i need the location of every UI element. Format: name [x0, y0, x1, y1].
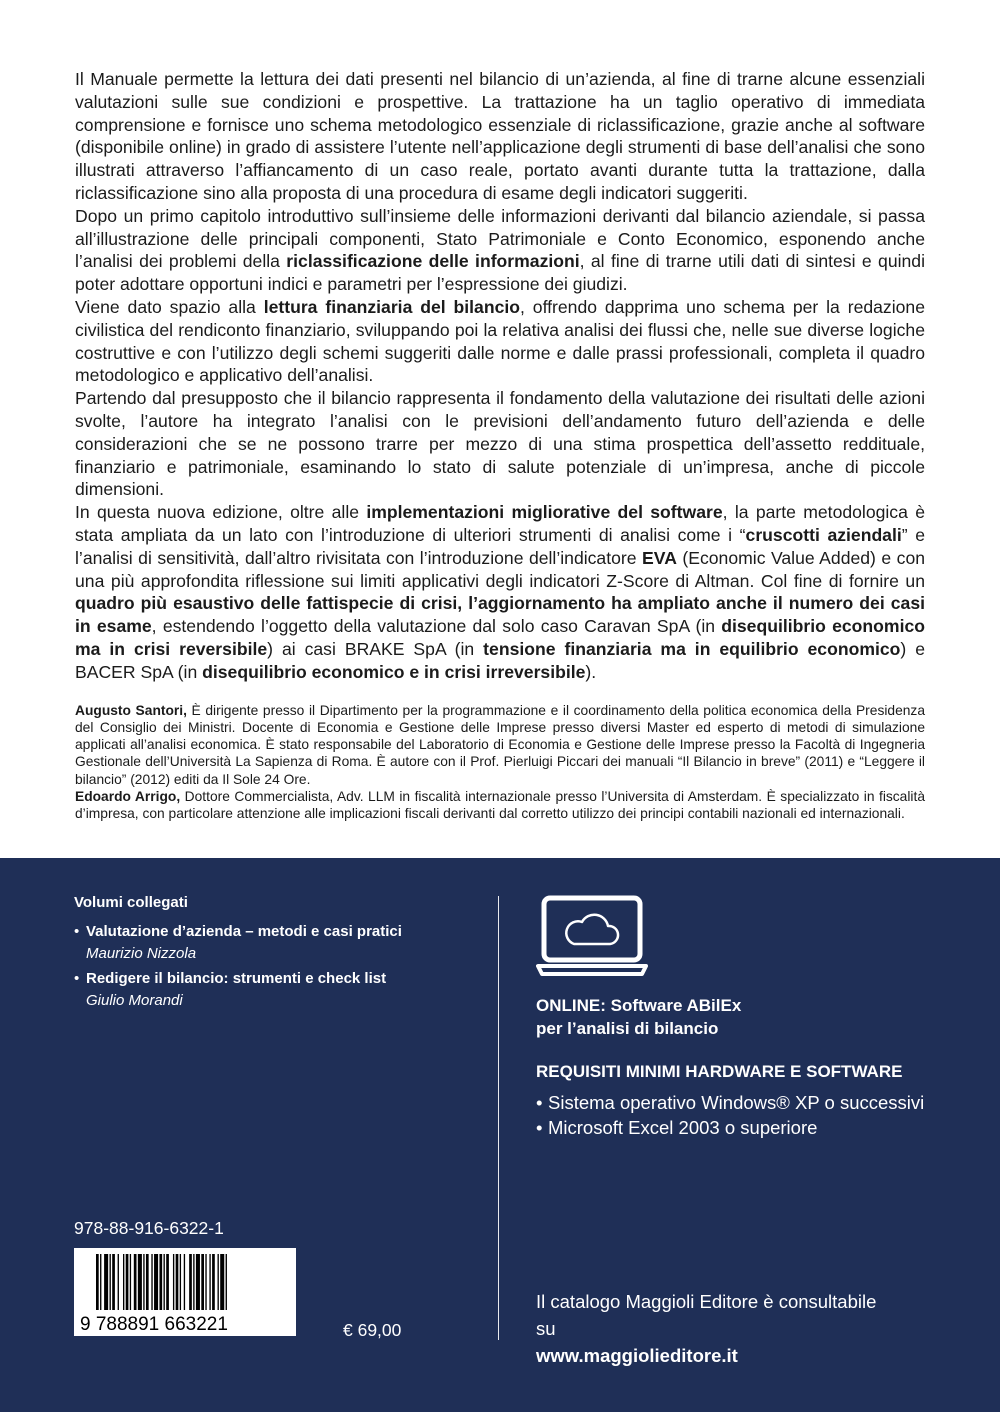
description-paragraph: Partendo dal presupposto che il bilancio rappresenta il fondamento della valutazione dei risultati delle azioni svolte, l’autore ha integrato l’analisi con le previsioni dell’andamento futuro dell’azienda e delle considerazioni che se ne possono trarre per mezzo di una stima prospettica dell’assetto reddituale, finanziario e patrimoniale, esaminando lo stato di salute potenziale di un’impresa, anche di piccole dimensioni.: [75, 388, 925, 500]
barcode-bar: [164, 1254, 165, 1310]
text-run: ) ai casi BRAKE SpA (in: [267, 638, 484, 659]
bold-text-run: riclassificazione delle informazioni: [286, 251, 580, 272]
text-run: Viene dato spazio alla: [75, 296, 264, 317]
barcode-bar: [118, 1254, 119, 1310]
text-run: ) e BACER SpA (in: [75, 638, 925, 682]
online-line: ONLINE: Software ABilEx: [536, 996, 742, 1015]
catalog-line: Il catalogo Maggioli Editore è consultabile: [536, 1291, 877, 1312]
online-line: per l’analisi di bilancio: [536, 1019, 719, 1038]
barcode-bar: [151, 1254, 152, 1310]
author-bio-text: Dottore Commercialista, Adv. LLM in fiscalità internazionale presso l’Universita di Amsterdam. È specializzato in fiscalità d’impresa, con particolare attenzione alle implicazioni fiscali derivanti dal corretto utilizzo dei principi contabili nazionali ed internazionali.: [75, 789, 925, 822]
barcode-bar: [159, 1254, 162, 1310]
barcode-bar: [112, 1254, 115, 1310]
author-name: Augusto Santori,: [75, 702, 187, 718]
bold-text-run: quadro più esaustivo delle fattispecie di crisi, l’aggiornamento ha ampliato anche il numero dei casi in esame: [75, 593, 925, 637]
text-run: , al fine di trarne utili dati di sintesi e quindi poter adottare opportuni indici e parametri per l’espressione dei giudizi.: [75, 251, 925, 295]
bold-text-run: implementazioni migliorative del software: [366, 502, 723, 523]
barcode-bar: [154, 1254, 158, 1310]
barcode-bar: [180, 1254, 181, 1310]
related-volumes-list: [74, 921, 454, 1012]
description-paragraph: [75, 296, 925, 387]
barcode-bar: [176, 1254, 179, 1310]
back-cover-text: [75, 68, 925, 823]
related-volume-item: [74, 921, 454, 965]
author-bio: [75, 788, 925, 823]
barcode-bar: [143, 1254, 144, 1310]
barcode-bar: [212, 1254, 215, 1310]
isbn: 978-88-916-6322-1: [74, 1218, 224, 1238]
barcode-bar: [166, 1254, 169, 1310]
catalog-info: [536, 1288, 876, 1369]
author-bio: [75, 702, 925, 788]
barcode-bar: [110, 1254, 111, 1310]
text-run: , estendendo l’oggetto della valutazione dal solo caso Caravan SpA (in: [151, 616, 722, 637]
related-volumes: [74, 892, 454, 1015]
barcode-bar: [134, 1254, 137, 1310]
bold-text-run: disequilibrio economico e in crisi irreversibile: [202, 661, 586, 682]
info-band: [0, 858, 1000, 1412]
barcode-bar: [220, 1254, 224, 1310]
barcode-bar: [205, 1254, 206, 1310]
bold-text-run: tensione finanziaria ma in equilibrio economico: [483, 638, 901, 659]
barcode-bar: [226, 1254, 227, 1310]
barcode-bar: [146, 1254, 149, 1310]
text-run: ).: [585, 661, 597, 682]
requirement-item: • Sistema operativo Windows® XP o successivi: [536, 1090, 924, 1115]
requirements-title: REQUISITI MINIMI HARDWARE E SOFTWARE: [536, 1062, 903, 1081]
bold-text-run: lettura finanziaria del bilancio: [263, 296, 521, 317]
related-volume-title: • Valutazione d’azienda – metodi e casi pratici: [86, 923, 402, 940]
barcode-bar: [130, 1254, 131, 1310]
related-volume-title: • Redigere il bilancio: strumenti e check list: [86, 970, 387, 987]
barcode-bar: [184, 1254, 185, 1310]
description-paragraph: Il Manuale permette la lettura dei dati presenti nel bilancio di un’azienda, al fine di trarne alcune essenziali valutazioni sulle sue condizioni e prospettive. La trattazione ha un taglio operativo di immediata comprensione e fornisce uno schema metodologico essenziale di riclassificazione, grazie anche al software (disponibile online) in grado di assistere l’utente nell’applicazione degli strumenti di base dell’analisi che sono illustrati attraverso l’affiancamento di un caso reale, portato avanti durante tutta la trattazione, dalla riclassificazione sino alla proposta di una procedura di esame degli indicatori suggeriti.: [75, 69, 925, 203]
online-software-label: [536, 994, 741, 1040]
bold-text-run: disequilibrio economico ma in crisi reversibile: [75, 616, 925, 659]
barcode-bar: [209, 1254, 210, 1310]
related-volume-author: Maurizio Nizzola: [86, 945, 197, 962]
requirements-list: [536, 1090, 924, 1140]
barcode-bar: [193, 1254, 194, 1310]
catalog-prefix: su: [536, 1318, 556, 1339]
barcode-bar: [104, 1254, 108, 1310]
author-name: Edoardo Arrigo,: [75, 789, 181, 804]
description-paragraph: [75, 501, 925, 683]
text-run: Dopo un primo capitolo introduttivo sull’insieme delle informazioni derivanti dal bilancio aziendale, si passa all’illustrazione delle principali componenti, Stato Patrimoniale e Conto Economico, esponendo anche l’analisi dei problemi della: [75, 205, 925, 272]
barcode: [74, 1248, 296, 1336]
description-paragraph: [75, 205, 925, 296]
related-volumes-title: Volumi collegati: [74, 894, 188, 911]
barcode-bar: [96, 1254, 99, 1310]
author-bio-text: È dirigente presso il Dipartimento per la programmazione e il coordinamento della politica economica della Presidenza del Consiglio dei Ministri. Docente di Economia e Gestione delle Imprese presso diversi Master ed esperto di metodi di simulazione applicati all’analisi economica. È stato responsabile del Laboratorio di Economia e Gestione delle Imprese presso la Facoltà di Ingegneria Gestionale dell’Università La Sapienza di Roma. È autore con il Prof. Pierluigi Piccari dei manuali “Il Bilancio in breve” (2011) e “Leggere il bilancio” (2012) editi da Il Sole 24 Ore.: [75, 702, 926, 787]
catalog-line: [536, 1315, 876, 1369]
price: € 69,00: [343, 1320, 402, 1340]
related-volume-author: Giulio Morandi: [86, 992, 183, 1009]
text-run: ” e l’analisi di sensitività, dall’altro rivisitata con l’introduzione dell’indicatore: [75, 524, 925, 568]
barcode-bar: [138, 1254, 142, 1310]
barcode-bar: [126, 1254, 129, 1310]
laptop-cloud-icon: [536, 894, 648, 978]
bold-text-run: EVA: [642, 547, 677, 568]
barcode-bar: [123, 1254, 124, 1310]
text-run: In questa nuova edizione, oltre alle: [75, 502, 367, 523]
catalog-link[interactable]: www.maggiolieditore.it: [536, 1345, 738, 1366]
requirement-item: • Microsoft Excel 2003 o superiore: [536, 1115, 924, 1140]
barcode-bar: [196, 1254, 200, 1310]
bold-text-run: cruscotti aziendali: [745, 524, 902, 545]
barcode-bar: [201, 1254, 204, 1310]
text-run: (Economic Value Added) e con una più approfondita riflessione sui limiti applicativi degli indicatori Z-Score di Altman. Col fine di fornire un: [75, 547, 926, 591]
text-run: , la parte metodologica è stata ampliata da un lato con l’introduzione di ulteriori strumenti di analisi come i “: [75, 502, 925, 545]
column-divider: [498, 896, 499, 1340]
related-volume-item: [74, 968, 454, 1012]
barcode-graphic: [74, 1248, 296, 1336]
barcode-bar: [189, 1254, 192, 1310]
barcode-bar: [100, 1254, 101, 1310]
book-description: [75, 68, 925, 684]
barcode-number: 9 788891 663221: [80, 1314, 228, 1335]
author-bios: [75, 702, 925, 823]
barcode-bar: [218, 1254, 219, 1310]
barcode-bar: [173, 1254, 174, 1310]
text-run: , offrendo dapprima uno schema per la redazione civilistica del rendiconto finanziario, sviluppando poi la relativa analisi dei flussi che, nelle sue diverse logiche costruttive e con l’utilizzo degli schemi suggeriti dalle norme e dalle prassi professionali, completa il quadro metodologico e applicativo dell’analisi.: [75, 296, 925, 386]
